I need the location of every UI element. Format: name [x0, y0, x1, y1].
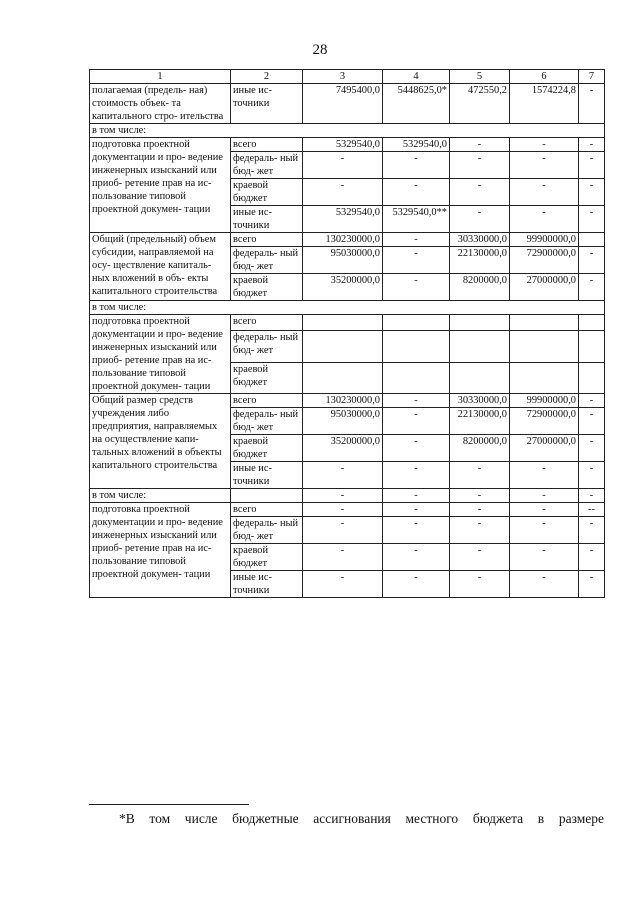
page-number: 28 — [312, 42, 328, 58]
value-cell: - — [579, 408, 605, 435]
footnote: *В том числе бюджетные ассигнования местного бюджета в размере — [119, 811, 604, 826]
value-cell: - — [450, 206, 510, 233]
funding-source: всего — [231, 233, 303, 247]
value-cell: 95030000,0 — [303, 408, 383, 435]
funding-source: федераль- ный бюд- жет — [231, 152, 303, 179]
funding-source: иные ис- точники — [231, 462, 303, 489]
value-cell: - — [510, 517, 579, 544]
value-cell: 72900000,0 — [510, 247, 579, 274]
header-cell: 4 — [383, 70, 450, 84]
value-cell: - — [383, 408, 450, 435]
value-cell: - — [510, 152, 579, 179]
funding-source: федераль- ный бюд- жет — [231, 408, 303, 435]
value-cell: - — [579, 489, 605, 503]
value-cell: - — [450, 571, 510, 598]
funding-source: иные ис- точники — [231, 206, 303, 233]
value-cell: 7495400,0 — [303, 84, 383, 124]
row-label: подготовка проектной документации и про- ведение инженерных изысканий или приоб- ретение прав на ис- пользование типовой проектной докумен- тации — [90, 315, 231, 394]
value-cell — [510, 362, 579, 393]
value-cell: - — [383, 233, 450, 247]
value-cell: 8200000,0 — [450, 435, 510, 462]
value-cell — [383, 315, 450, 331]
funding-source: краевой бюджет — [231, 435, 303, 462]
value-cell — [450, 362, 510, 393]
value-cell: 22130000,0 — [450, 247, 510, 274]
value-cell: 99900000,0 — [510, 394, 579, 408]
table-row — [90, 394, 605, 408]
value-cell: - — [450, 544, 510, 571]
value-cell: - — [303, 152, 383, 179]
value-cell: - — [510, 138, 579, 152]
funding-source: всего — [231, 503, 303, 517]
value-cell: 35200000,0 — [303, 435, 383, 462]
value-cell: - — [579, 152, 605, 179]
funding-source: иные ис- точники — [231, 571, 303, 598]
value-cell: - — [579, 571, 605, 598]
value-cell: 5329540,0 — [303, 138, 383, 152]
footnote-divider — [89, 804, 249, 805]
table-row — [90, 233, 605, 247]
value-cell — [579, 233, 605, 247]
value-cell: - — [450, 462, 510, 489]
value-cell: - — [579, 394, 605, 408]
funding-source: краевой бюджет — [231, 544, 303, 571]
header-row — [90, 70, 605, 84]
value-cell: - — [303, 503, 383, 517]
value-cell: 30330000,0 — [450, 394, 510, 408]
value-cell: - — [579, 247, 605, 274]
value-cell: - — [450, 138, 510, 152]
value-cell: 27000000,0 — [510, 435, 579, 462]
funding-source: федераль- ный бюд- жет — [231, 247, 303, 274]
value-cell: 35200000,0 — [303, 274, 383, 301]
value-cell: 472550,2 — [450, 84, 510, 124]
header-cell: 5 — [450, 70, 510, 84]
subsection-label: в том числе: — [90, 301, 605, 315]
header-cell: 6 — [510, 70, 579, 84]
value-cell — [450, 315, 510, 331]
value-cell: 130230000,0 — [303, 394, 383, 408]
header-cell: 7 — [579, 70, 605, 84]
value-cell: 22130000,0 — [450, 408, 510, 435]
value-cell — [450, 331, 510, 362]
subsection-row — [90, 124, 605, 138]
funding-source: иные ис- точники — [231, 84, 303, 124]
funding-source: всего — [231, 394, 303, 408]
value-cell: 5329540,0** — [383, 206, 450, 233]
value-cell: - — [383, 179, 450, 206]
funding-source: федераль- ный бюд- жет — [231, 331, 303, 362]
budget-table — [89, 69, 605, 598]
value-cell: - — [579, 179, 605, 206]
value-cell: - — [383, 435, 450, 462]
value-cell — [579, 315, 605, 331]
value-cell: - — [450, 179, 510, 206]
header-cell: 3 — [303, 70, 383, 84]
value-cell — [383, 331, 450, 362]
value-cell: - — [383, 274, 450, 301]
value-cell: - — [510, 571, 579, 598]
row-label: подготовка проектной документации и про- ведение инженерных изысканий или приоб- ретение прав на ис- пользование типовой проектной докумен- тации — [90, 503, 231, 598]
value-cell: - — [303, 571, 383, 598]
value-cell — [303, 315, 383, 331]
value-cell: - — [579, 462, 605, 489]
value-cell: 8200000,0 — [450, 274, 510, 301]
header-cell: 1 — [90, 70, 231, 84]
value-cell: - — [303, 517, 383, 544]
value-cell: - — [579, 138, 605, 152]
source-cell — [231, 489, 303, 503]
value-cell: - — [579, 544, 605, 571]
subsection-row — [90, 489, 605, 503]
value-cell: 99900000,0 — [510, 233, 579, 247]
value-cell: - — [383, 489, 450, 503]
subsection-label: в том числе: — [90, 489, 231, 503]
value-cell: - — [303, 544, 383, 571]
value-cell: 130230000,0 — [303, 233, 383, 247]
row-label: Общий размер средств учреждения либо предприятия, направляемых на осуществление капи- тальных вложений в объекты капитального строительства — [90, 394, 231, 489]
value-cell: - — [579, 274, 605, 301]
value-cell: - — [383, 247, 450, 274]
value-cell: - — [383, 544, 450, 571]
value-cell — [303, 362, 383, 393]
value-cell: - — [450, 152, 510, 179]
funding-source: всего — [231, 315, 303, 331]
value-cell: - — [383, 571, 450, 598]
value-cell: - — [450, 503, 510, 517]
funding-source: краевой бюджет — [231, 274, 303, 301]
value-cell: - — [510, 544, 579, 571]
value-cell: 72900000,0 — [510, 408, 579, 435]
value-cell: - — [383, 462, 450, 489]
value-cell — [579, 331, 605, 362]
value-cell: - — [383, 517, 450, 544]
row-label: полагаемая (предель- ная) стоимость объек- та капитального стро- ительства — [90, 84, 231, 124]
value-cell — [383, 362, 450, 393]
value-cell — [303, 331, 383, 362]
value-cell: - — [303, 489, 383, 503]
funding-source: всего — [231, 138, 303, 152]
value-cell: - — [383, 152, 450, 179]
value-cell: 5329540,0 — [303, 206, 383, 233]
funding-source: краевой бюджет — [231, 362, 303, 393]
value-cell: - — [579, 435, 605, 462]
value-cell: 5448625,0* — [383, 84, 450, 124]
value-cell: - — [510, 503, 579, 517]
funding-source: краевой бюджет — [231, 179, 303, 206]
value-cell: 30330000,0 — [450, 233, 510, 247]
value-cell — [579, 362, 605, 393]
value-cell: - — [383, 394, 450, 408]
value-cell: - — [303, 462, 383, 489]
value-cell: -- — [579, 503, 605, 517]
value-cell: 27000000,0 — [510, 274, 579, 301]
value-cell: 5329540,0 — [383, 138, 450, 152]
value-cell: - — [450, 489, 510, 503]
value-cell — [510, 331, 579, 362]
subsection-row — [90, 301, 605, 315]
table-row — [90, 138, 605, 152]
table-row — [90, 84, 605, 124]
table-row — [90, 503, 605, 517]
row-label: Общий (предельный) объем субсидии, направляемой на осу- ществление капиталь- ных вложений в объ- екты капитального строительства — [90, 233, 231, 301]
value-cell: - — [510, 206, 579, 233]
value-cell: - — [450, 517, 510, 544]
value-cell: - — [383, 503, 450, 517]
subsection-label: в том числе: — [90, 124, 605, 138]
value-cell: - — [579, 84, 605, 124]
value-cell: - — [510, 462, 579, 489]
value-cell: - — [303, 179, 383, 206]
value-cell: - — [510, 179, 579, 206]
value-cell: - — [579, 517, 605, 544]
value-cell: - — [510, 489, 579, 503]
row-label: подготовка проектной документации и про- ведение инженерных изысканий или приоб- ретение прав на ис- пользование типовой проектной докумен- тации — [90, 138, 231, 233]
value-cell: 1574224,8 — [510, 84, 579, 124]
value-cell — [510, 315, 579, 331]
value-cell: 95030000,0 — [303, 247, 383, 274]
table-row — [90, 315, 605, 331]
header-cell: 2 — [231, 70, 303, 84]
funding-source: федераль- ный бюд- жет — [231, 517, 303, 544]
value-cell: - — [579, 206, 605, 233]
